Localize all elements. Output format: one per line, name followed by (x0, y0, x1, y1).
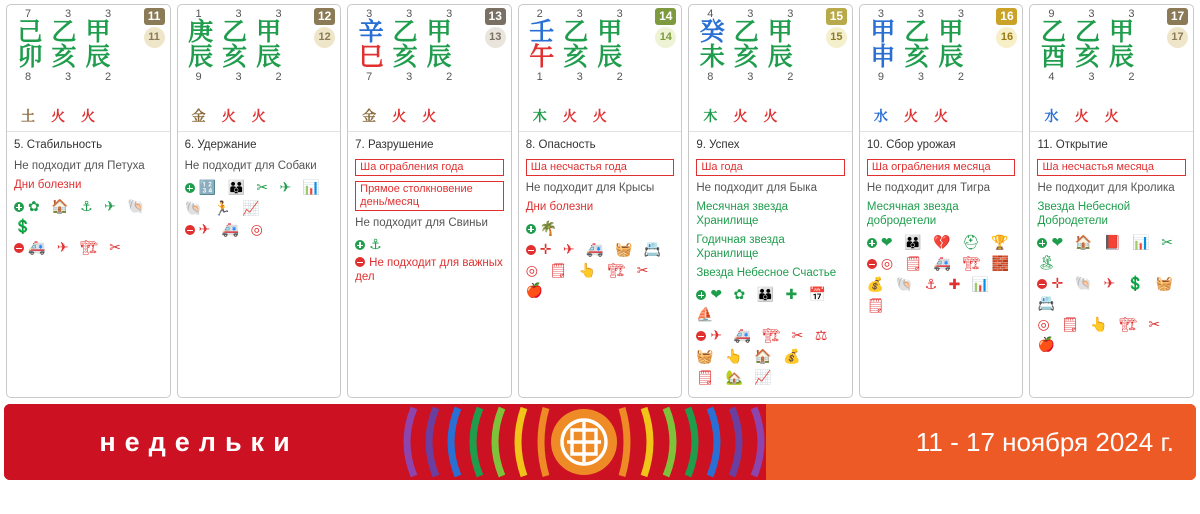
pillar-bottom-number: 9 (195, 71, 202, 83)
element-glyph: 火 (933, 109, 948, 125)
heavenly-stem: 甲 (1108, 17, 1134, 46)
card-note: Месячная звезда добродетели (866, 201, 959, 227)
five-elements-row (519, 101, 682, 132)
warning-box: Ша несчастья года (526, 159, 675, 176)
pillar-bottom-number: 2 (1128, 71, 1135, 83)
five-elements-row (178, 101, 341, 132)
pillar-bottom-number: 2 (104, 71, 112, 83)
pillar-bottom-number: 3 (747, 71, 754, 83)
warning-box: Ша ограбления месяца (867, 159, 1016, 176)
element-glyph: 火 (733, 109, 748, 125)
earthly-branch: 巳 (358, 42, 384, 71)
day-card[interactable] (859, 4, 1024, 398)
activity-symbols: ⚓ (369, 237, 385, 253)
minus-icon (696, 331, 706, 341)
element-glyph: 火 (81, 109, 95, 125)
bottom-banner (0, 404, 1200, 480)
earthly-branch: 辰 (767, 42, 793, 71)
element-glyph: 金 (362, 109, 377, 125)
day-number-circle: 14 (655, 27, 676, 48)
earthly-branch: 午 (529, 42, 555, 71)
day-number-badge: 13 (485, 8, 506, 25)
day-card[interactable] (688, 4, 853, 398)
five-elements-row (860, 101, 1023, 132)
day-number-badge: 12 (314, 8, 335, 25)
element-glyph: 火 (392, 109, 407, 125)
minus-icon (867, 259, 877, 269)
pillar-top-number: 3 (406, 8, 413, 20)
activity-symbols: 🚑 ✈ 🏗 ✂ (28, 240, 125, 256)
pillar-top-number: 9 (1048, 8, 1055, 20)
five-elements-row (348, 101, 511, 132)
day-number-badge: 17 (1167, 8, 1188, 25)
day-card[interactable] (347, 4, 512, 398)
pillar-top-number: 3 (104, 8, 112, 20)
plus-icon (355, 240, 365, 250)
banner-date-range: 11 - 17 ноября 2024 г. (766, 404, 1196, 480)
earthly-branch: 酉 (1040, 42, 1066, 71)
card-body (7, 132, 170, 263)
element-glyph: 火 (251, 109, 266, 125)
activity-symbol-row (867, 296, 1016, 316)
pillar-bottom-number: 2 (616, 71, 623, 83)
activity-symbols: 🐚 🏃 📈 (184, 201, 263, 217)
pillar-bottom-number: 3 (576, 71, 583, 83)
heavenly-stem: 乙 (222, 17, 248, 46)
pillar-top-number: 3 (787, 8, 794, 20)
pillar-top-number: 3 (747, 8, 754, 20)
activity-symbol-row (526, 219, 675, 239)
pillar-bottom-number: 2 (787, 71, 794, 83)
heavenly-stem: 乙 (392, 17, 418, 46)
pillar-top-number: 3 (576, 8, 583, 20)
heavenly-stem: 甲 (85, 17, 111, 46)
pillar-bottom-number: 8 (24, 71, 32, 83)
pillar-bottom-numbers (1036, 71, 1187, 83)
heavenly-stem: 甲 (870, 17, 896, 46)
earthly-branches-row (695, 44, 846, 70)
earthly-branches-row (525, 44, 676, 70)
warning-box: Ша года (696, 159, 845, 176)
activity-symbols: 💰 🐚 ⚓ ✚ 📊 (866, 277, 993, 293)
activity-symbols: ❤ 👪 💔 ⛑ 🏆 (880, 235, 1012, 251)
pillar-top-number: 3 (275, 8, 282, 20)
card-title: 11. Открытие (1037, 139, 1108, 151)
element-glyph: 火 (562, 109, 577, 125)
earthly-branch: 辰 (938, 42, 964, 71)
warning-box: Прямое столкновение день/месяц (355, 181, 504, 211)
card-note: Не подходит для Тигра (866, 182, 990, 194)
five-elements-row (1030, 101, 1193, 132)
activity-symbol-row (1037, 315, 1186, 355)
banner-title: недельки (4, 404, 394, 480)
earthly-branch: 未 (699, 42, 725, 71)
element-glyph: 火 (903, 109, 918, 125)
pillar-bottom-number: 3 (235, 71, 242, 83)
day-number-circle: 12 (314, 27, 335, 48)
pillar-bottom-number: 2 (446, 71, 453, 83)
earthly-branch: 亥 (392, 42, 418, 71)
activity-symbols: ✈ 🚑 🏗 ✂ ⚖ (710, 328, 831, 344)
five-elements-row (689, 101, 852, 132)
element-glyph: 水 (873, 109, 888, 125)
plus-icon (526, 224, 536, 234)
heavenly-stem: 壬 (529, 17, 555, 46)
earthly-branch: 辰 (256, 42, 282, 71)
pillar-bottom-number: 4 (1048, 71, 1055, 83)
pillar-top-number: 3 (446, 8, 453, 20)
heavenly-stem: 癸 (699, 17, 725, 46)
earthly-branches-row (354, 44, 505, 70)
day-number-circle: 13 (485, 27, 506, 48)
activity-symbols: 🔢 👪 ✂ ✈ 📊 (198, 180, 324, 196)
activity-symbol-row (185, 199, 334, 219)
warning-box: Ша ограбления года (355, 159, 504, 176)
card-body (348, 132, 511, 293)
day-number-circle: 17 (1167, 27, 1188, 48)
day-card[interactable] (518, 4, 683, 398)
plus-icon (696, 290, 706, 300)
heavenly-stem: 甲 (938, 17, 964, 46)
card-body (178, 132, 341, 245)
pillar-bottom-numbers (525, 71, 676, 83)
card-note: Дни болезни (14, 179, 82, 191)
pillar-top-number: 3 (235, 8, 242, 20)
pillar-block (348, 5, 511, 101)
pillar-block (860, 5, 1023, 101)
pillar-bottom-numbers (184, 71, 335, 83)
pillar-top-number: 3 (64, 8, 72, 20)
day-card[interactable] (1029, 4, 1194, 398)
activity-symbols: ◎ 🗒 👆 🏗 ✂ 🍎 (1037, 317, 1164, 353)
card-extra-note-text: Не подходит для важных дел (355, 257, 503, 283)
plus-icon (185, 183, 195, 193)
earthly-branch: 亥 (563, 42, 589, 71)
card-note: Звезда Небесной Добродетели (1037, 201, 1131, 227)
pillar-bottom-number: 3 (1088, 71, 1095, 83)
heavenly-stem: 己 (17, 17, 43, 46)
pillar-bottom-numbers (13, 71, 164, 83)
activity-symbols: ✿ 🏠 ⚓ ✈ 🐚 💲 (14, 199, 148, 235)
plus-icon (1037, 238, 1047, 248)
heavenly-stem: 甲 (426, 17, 452, 46)
element-glyph: 火 (221, 109, 236, 125)
card-title: 7. Разрушение (355, 139, 434, 151)
card-body (689, 132, 852, 393)
day-number-badge: 15 (826, 8, 847, 25)
pillar-top-number: 3 (1088, 8, 1095, 20)
plus-icon (14, 202, 24, 212)
element-glyph: 火 (422, 109, 437, 125)
card-body (519, 132, 682, 306)
activity-symbol-row (185, 178, 334, 198)
earthly-branch: 申 (870, 42, 896, 71)
heavenly-stem: 甲 (767, 17, 793, 46)
day-number-badge: 16 (996, 8, 1017, 25)
earthly-branch: 辰 (85, 42, 111, 71)
earthly-branch: 亥 (1074, 42, 1100, 71)
day-number-badge: 14 (655, 8, 676, 25)
card-note: Не подходит для Крысы (525, 182, 655, 194)
activity-symbols: ✛ ✈ 🚑 🧺 📇 (539, 242, 665, 258)
element-glyph: 火 (763, 109, 778, 125)
minus-icon (526, 245, 536, 255)
pillar-bottom-number: 1 (536, 71, 543, 83)
pillar-top-number: 2 (536, 8, 543, 20)
minus-icon (355, 257, 365, 267)
pillar-block (519, 5, 682, 101)
heavenly-stem: 庚 (188, 17, 214, 46)
pillar-block (1030, 5, 1193, 101)
pillar-top-number: 3 (957, 8, 964, 20)
pillar-top-number: 3 (366, 8, 373, 20)
plus-icon (867, 238, 877, 248)
card-extra-note (355, 256, 504, 284)
pillar-block (178, 5, 341, 101)
activity-symbol-row (696, 347, 845, 367)
minus-icon (185, 225, 195, 235)
activity-symbol-row (867, 275, 1016, 295)
pillar-bottom-number: 3 (406, 71, 413, 83)
day-number-circle: 11 (144, 27, 165, 48)
earthly-branch: 亥 (733, 42, 759, 71)
activity-symbol-row (14, 197, 163, 237)
card-title: 9. Успех (696, 139, 740, 151)
heavenly-stem: 乙 (733, 17, 759, 46)
heavenly-stem: 乙 (1074, 17, 1100, 46)
warning-box: Ша несчастья месяца (1037, 159, 1186, 176)
heavenly-stem: 乙 (51, 17, 77, 46)
day-card[interactable] (6, 4, 171, 398)
pillar-bottom-numbers (695, 71, 846, 83)
pillar-block (7, 5, 170, 101)
activity-symbol-row (1037, 274, 1186, 314)
activity-symbol-row (696, 368, 845, 388)
earthly-branches-row (866, 44, 1017, 70)
element-glyph: 木 (703, 109, 718, 125)
card-note: Дни болезни (525, 201, 594, 213)
activity-symbol-row (185, 220, 334, 240)
element-glyph: 火 (592, 109, 607, 125)
pillar-top-number: 3 (1128, 8, 1135, 20)
heavenly-stem: 甲 (256, 17, 282, 46)
element-glyph: 火 (1074, 109, 1089, 125)
pillar-block (689, 5, 852, 101)
activity-symbols: ❤ ✿ 👪 ✚ 📅 ⛵ (696, 287, 830, 323)
pillar-top-number: 1 (195, 8, 202, 20)
activity-symbol-row (867, 233, 1016, 253)
minus-icon (1037, 279, 1047, 289)
element-glyph: 火 (51, 109, 65, 125)
activity-symbols: ✈ 🚑 ◎ (198, 222, 266, 238)
pillar-bottom-number: 8 (707, 71, 714, 83)
activity-symbol-row (526, 240, 675, 260)
pillar-top-number: 7 (24, 8, 32, 20)
activity-symbol-row (355, 235, 504, 255)
heavenly-stem: 甲 (597, 17, 623, 46)
earthly-branch: 辰 (426, 42, 452, 71)
minus-icon (14, 243, 24, 253)
earthly-branches-row (1036, 44, 1187, 70)
card-note: Звезда Небесное Счастье (696, 267, 837, 279)
element-glyph: 金 (191, 109, 206, 125)
pillar-bottom-number: 2 (275, 71, 282, 83)
pillar-bottom-number: 3 (917, 71, 924, 83)
activity-symbols: ❤ 🏠 📕 📊 ✂ 🏝 (1037, 235, 1177, 271)
day-number-circle: 15 (826, 27, 847, 48)
pillar-bottom-number: 3 (64, 71, 72, 83)
activity-symbol-row (696, 285, 845, 325)
card-title: 5. Стабильность (14, 139, 103, 151)
pillar-bottom-numbers (866, 71, 1017, 83)
earthly-branch: 亥 (904, 42, 930, 71)
heavenly-stem: 乙 (1040, 17, 1066, 46)
card-note: Не подходит для Кролика (1037, 182, 1175, 194)
card-title: 6. Удержание (184, 139, 257, 151)
card-note: Не подходит для Петуха (14, 160, 145, 172)
card-note: Не подходит для Собаки (184, 160, 317, 172)
activity-symbol-row (1037, 233, 1186, 273)
activity-symbols: ◎ 🗒 👆 🏗 ✂ 🍎 (525, 263, 652, 299)
day-card[interactable] (177, 4, 342, 398)
element-glyph: 木 (532, 109, 547, 125)
earthly-branch: 辰 (188, 42, 214, 71)
card-title: 10. Сбор урожая (866, 139, 956, 151)
heavenly-stem: 辛 (358, 17, 384, 46)
card-title: 8. Опасность (525, 139, 596, 151)
day-number-circle: 16 (996, 27, 1017, 48)
heavenly-stem: 乙 (904, 17, 930, 46)
activity-symbols: ◎ 🗒 🚑 🏗 🧱 (880, 256, 1013, 272)
card-body (860, 132, 1023, 321)
activity-symbols: 🗒 (866, 298, 888, 314)
card-body (1030, 132, 1193, 360)
activity-symbol-row (867, 254, 1016, 274)
pillar-bottom-number: 2 (957, 71, 964, 83)
earthly-branch: 卯 (17, 42, 43, 71)
activity-symbols: 🧺 👆 🏠 💰 (696, 349, 804, 365)
pillar-bottom-number: 9 (877, 71, 884, 83)
earthly-branch: 亥 (222, 42, 248, 71)
pillar-bottom-number: 7 (366, 71, 373, 83)
pillar-top-number: 4 (707, 8, 714, 20)
earthly-branch: 辰 (1108, 42, 1134, 71)
pillar-bottom-numbers (354, 71, 505, 83)
earthly-branch: 辰 (597, 42, 623, 71)
rainbow-decoration (374, 404, 794, 480)
pillar-top-number: 3 (917, 8, 924, 20)
activity-symbols: 🌴 (539, 221, 561, 237)
element-glyph: 土 (21, 109, 35, 125)
pillar-top-number: 3 (616, 8, 623, 20)
activity-symbols: ✛ 🐚 ✈ 💲 🧺 📇 (1037, 276, 1177, 312)
card-note: Годичная звезда Хранилище (696, 234, 785, 260)
activity-symbol-row (696, 326, 845, 346)
earthly-branches-row (184, 44, 335, 70)
element-glyph: 火 (1104, 109, 1119, 125)
activity-symbol-row (526, 261, 675, 301)
earthly-branches-row (13, 44, 164, 70)
element-glyph: 水 (1044, 109, 1059, 125)
card-note: Не подходит для Свиньи (355, 217, 488, 229)
pillar-top-number: 3 (877, 8, 884, 20)
activity-symbol-row (14, 238, 163, 258)
activity-symbols: 🗒 🏡 📈 (696, 370, 775, 386)
five-elements-row (7, 101, 170, 132)
heavenly-stem: 乙 (563, 17, 589, 46)
day-number-badge: 11 (144, 8, 165, 25)
card-note: Месячная звезда Хранилище (696, 201, 789, 227)
earthly-branch: 亥 (51, 42, 77, 71)
card-note: Не подходит для Быка (696, 182, 817, 194)
